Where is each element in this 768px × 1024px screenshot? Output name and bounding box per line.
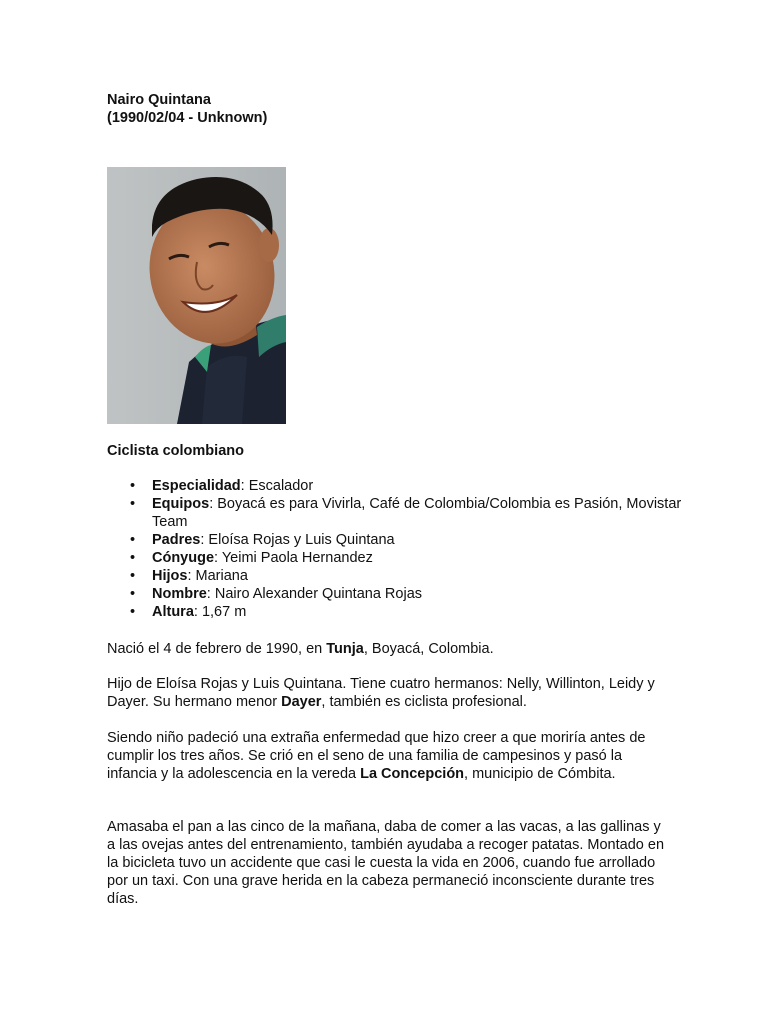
paragraph-birth — [107, 640, 667, 658]
fact-value: : Boyacá es para Vivirla, Café de Colombia/Colombia es Pasión, Movistar Team — [152, 496, 682, 530]
paragraph-accident: Amasaba el pan a las cinco de la mañana, daba de comer a las vacas, a las gallinas y a las ovejas antes del entrenamiento, también ayudaba a recoger patatas. Montado en la bicicleta tuvo un accidente que casi le cuesta la vida en 2006, cuando fue arrollado por un taxi. Con una grave herida en la cabeza permaneció inconsciente durante tres días. — [107, 819, 665, 907]
fact-value: : Eloísa Rojas y Luis Quintana — [200, 532, 395, 548]
list-item — [152, 567, 712, 585]
life-dates: (1990/02/04 - Unknown) — [107, 110, 268, 126]
list-item — [152, 531, 712, 549]
list-item — [152, 549, 712, 567]
fact-value: : Yeimi Paola Hernandez — [214, 550, 373, 566]
fact-label: Altura — [152, 604, 194, 620]
facts-list — [107, 477, 712, 621]
portrait-photo — [107, 167, 286, 424]
fact-label: Cónyuge — [152, 550, 215, 566]
fact-value: : Nairo Alexander Quintana Rojas — [206, 586, 423, 602]
paragraph-text: , también es ciclista profesional. — [321, 694, 527, 710]
header-block — [107, 91, 667, 127]
fact-value: : Escalador — [240, 478, 314, 494]
fact-value: : 1,67 m — [193, 604, 247, 620]
subtitle: Ciclista colombiano — [107, 443, 244, 459]
fact-label: Nombre — [152, 586, 207, 602]
paragraph-family — [107, 675, 667, 711]
list-item — [152, 477, 712, 495]
fact-value: : Mariana — [187, 568, 248, 584]
paragraph-text: , municipio de Cómbita. — [464, 766, 616, 782]
paragraph-text: Nació el 4 de febrero de 1990, en — [107, 641, 327, 657]
fact-label: Padres — [152, 532, 201, 548]
paragraph-bold: Dayer — [281, 694, 322, 710]
paragraph-bold: Tunja — [326, 641, 364, 657]
fact-label: Especialidad — [152, 478, 241, 494]
paragraph-text: Siendo niño padeció una extraña enfermedad que hizo creer a que moriría antes de cumplir los tres años. Se crió en el seno de una familia de campesinos y pasó la infancia y la adolescencia en la vereda — [107, 730, 646, 782]
paragraph-text: , Boyacá, Colombia. — [363, 641, 494, 657]
paragraph-bold: La Concepción — [360, 766, 465, 782]
fact-label: Hijos — [152, 568, 188, 584]
page-title: Nairo Quintana — [107, 92, 211, 108]
list-item — [152, 603, 712, 621]
list-item — [152, 495, 712, 531]
list-item — [152, 585, 712, 603]
paragraph-text: Hijo de Eloísa Rojas y Luis Quintana. Tiene cuatro hermanos: Nelly, Willinton, Leidy y Dayer. Su hermano menor — [107, 676, 655, 710]
fact-label: Equipos — [152, 496, 210, 512]
paragraph-childhood — [107, 729, 667, 783]
